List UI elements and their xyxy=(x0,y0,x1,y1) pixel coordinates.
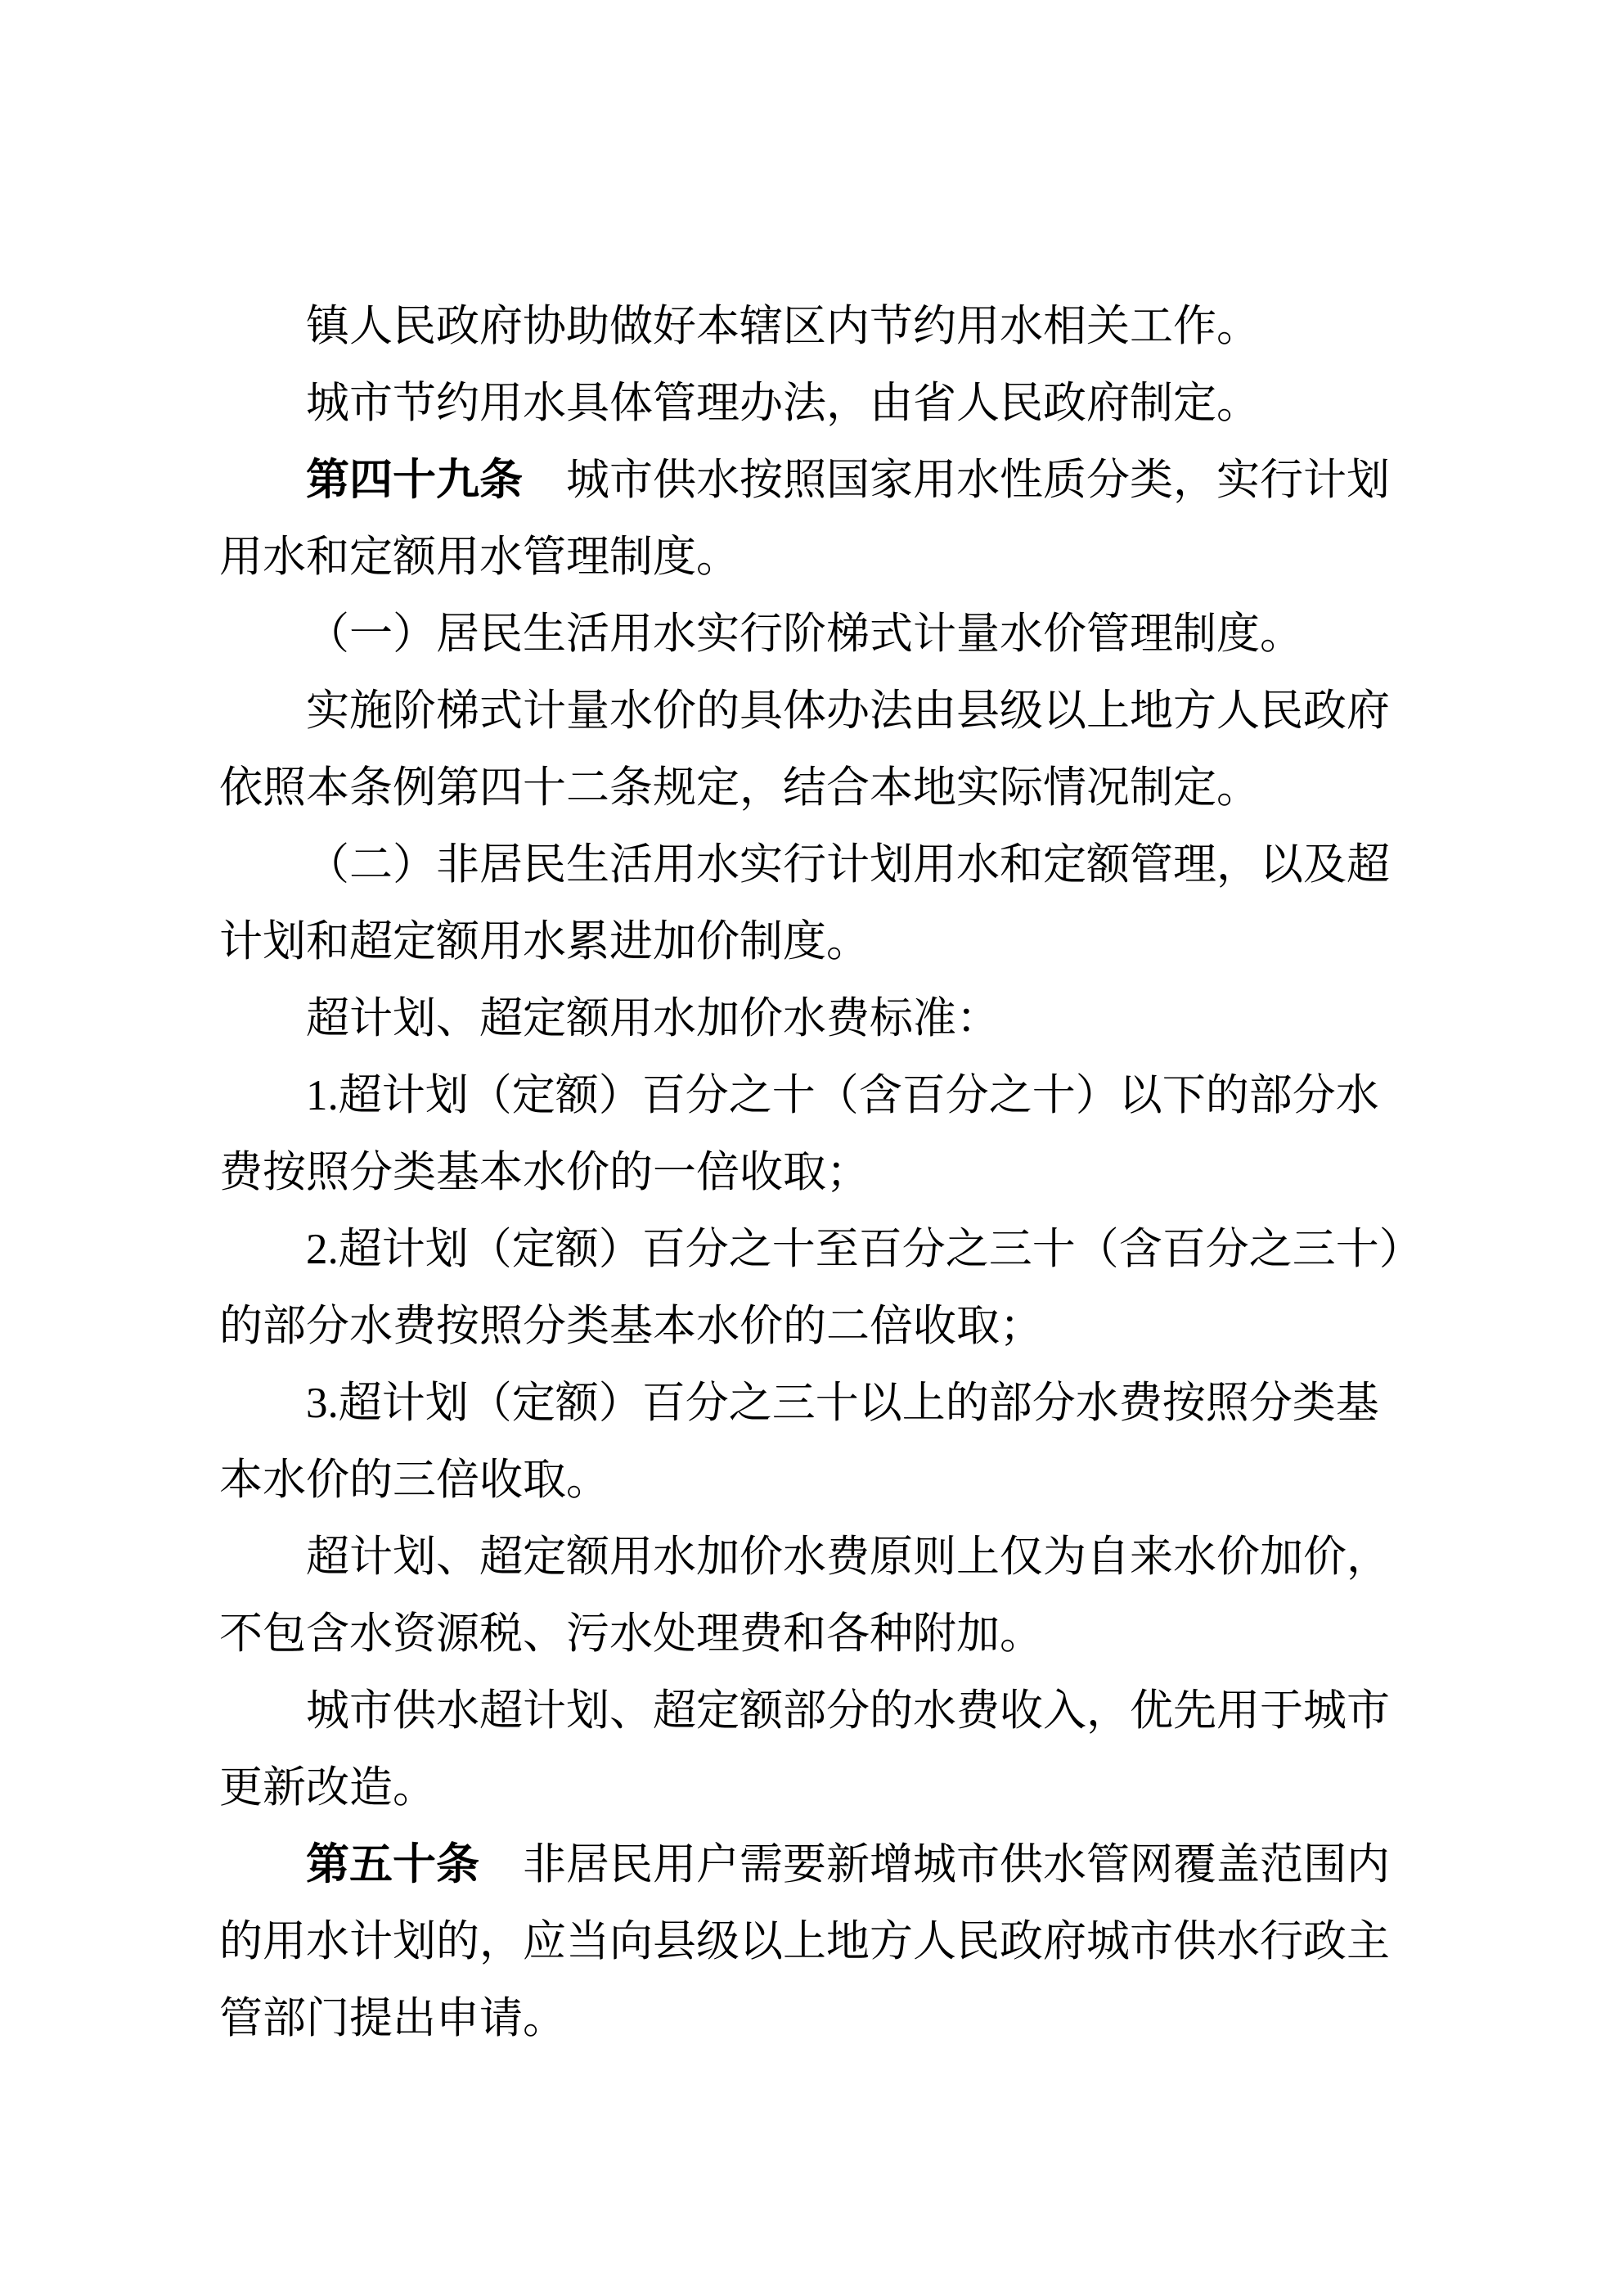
text-line xyxy=(219,442,1435,519)
article-number: 第四十九条 xyxy=(306,456,523,504)
text-line: 城市供水超计划、超定额部分的水费收入，优先用于城市 xyxy=(306,1687,1390,1735)
line-text: 城市供水按照国家用水性质分类，实行计划 xyxy=(523,457,1390,504)
document-text xyxy=(219,288,1435,2057)
text-line: 超计划、超定额用水加价水费标准： xyxy=(306,995,1000,1042)
article-number: 第五十条 xyxy=(306,1840,479,1889)
text-line: 计划和超定额用水累进加价制度。 xyxy=(219,918,870,966)
text-line: 2.超计划（定额）百分之十至百分之三十（含百分之三十） xyxy=(306,1226,1423,1273)
line-text: 非居民用户需要新增城市供水管网覆盖范围内 xyxy=(479,1841,1390,1889)
text-line: 用水和定额用水管理制度。 xyxy=(219,533,740,581)
text-line: 不包含水资源税、污水处理费和各种附加。 xyxy=(219,1610,1043,1658)
text-line xyxy=(219,1826,1435,1903)
text-line: 本水价的三倍收取。 xyxy=(219,1456,609,1504)
text-line: （一）居民生活用水实行阶梯式计量水价管理制度。 xyxy=(306,610,1303,658)
text-line: 更新改造。 xyxy=(219,1764,436,1812)
text-line: 管部门提出申请。 xyxy=(219,1995,566,2042)
text-line: 费按照分类基本水价的一倍收取； xyxy=(219,1149,870,1196)
text-line: 镇人民政府协助做好本辖区内节约用水相关工作。 xyxy=(306,303,1260,350)
text-line: 3.超计划（定额）百分之三十以上的部分水费按照分类基 xyxy=(306,1380,1379,1427)
text-line: 的部分水费按照分类基本水价的二倍收取； xyxy=(219,1303,1043,1350)
text-line: 超计划、超定额用水加价水费原则上仅为自来水价加价， xyxy=(306,1533,1390,1581)
text-line: 的用水计划的，应当向县级以上地方人民政府城市供水行政主 xyxy=(219,1918,1390,1965)
text-line: 实施阶梯式计量水价的具体办法由县级以上地方人民政府 xyxy=(306,687,1390,735)
text-line: 1.超计划（定额）百分之十（含百分之十）以下的部分水 xyxy=(306,1072,1379,1119)
text-line: 城市节约用水具体管理办法，由省人民政府制定。 xyxy=(306,380,1260,427)
text-line: 依照本条例第四十二条规定，结合本地实际情况制定。 xyxy=(219,764,1260,812)
text-line: （二）非居民生活用水实行计划用水和定额管理，以及超 xyxy=(306,841,1390,889)
